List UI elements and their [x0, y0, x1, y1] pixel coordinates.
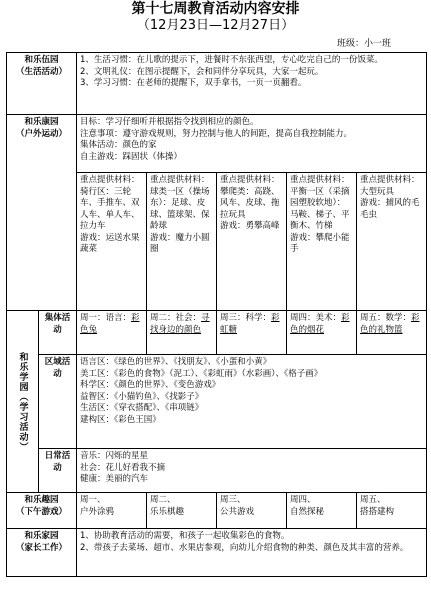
area-item: 建构区：《彩色王国》: [80, 414, 161, 425]
outdoor-goals-row: [7, 115, 427, 173]
afternoon-activity: 周四、 自然探秘: [287, 493, 357, 529]
area-item: 科学区：《颜色的世界》、《变色游戏》: [80, 380, 221, 390]
life-item: 2、文明礼仪：在图示提醒下，会和同伴分享玩具，大家一起玩。: [80, 66, 324, 77]
family-item: 2、带孩子去菜场、超市、水果店参观，向幼儿介绍食物的种类、颜色及其丰富的营养。: [80, 542, 409, 553]
afternoon-activity: 周二、 乐乐棋趣: [147, 493, 217, 529]
afternoon-activity: 周一、 户外涂鸦: [77, 493, 147, 529]
group-activity: 周五：数学：彩色的礼物篮: [357, 311, 427, 355]
life-row: [7, 53, 427, 115]
outdoor-goal: 注意事项：遵守游戏规则，努力控制与他人的间距，提高自我控制能力。: [80, 128, 353, 139]
outdoor-zone: 重点提供材料：平衡一区（采摘园塑胶软地）：马鞍、梯子、平衡木、竹梯 游戏：攀爬小能手: [287, 173, 357, 311]
outdoor-goal: 自主游戏：踩固状（体操）: [80, 151, 183, 162]
group-activity: 周二：社会：寻找身边的颜色: [147, 311, 217, 355]
learning-label: 和乐学园（学习活动）: [17, 351, 28, 452]
outdoor-goal: 目标：学习仔细听并根据指令找到相应的颜色。: [80, 117, 259, 127]
area-item: 美工区：《彩色的食物》（泥工）、《彩虹雨》（水彩画）、《格子画》: [80, 368, 323, 379]
outdoor-goal: 集体活动：颜色的家: [80, 140, 157, 150]
class-label: 班级: [336, 39, 355, 49]
outdoor-zone: 重点提供材料：大型玩具 游戏：捕风的毛毛虫: [357, 173, 427, 311]
group-activity: 周三：科学：彩虹糖: [217, 311, 287, 355]
daily-activities: [77, 449, 427, 493]
group-activity: 周一：语言：彩色兔: [77, 311, 147, 355]
area-item: 益智区：《小猫钓鱼》、《找影子》: [80, 391, 204, 402]
family-content: [77, 529, 427, 577]
outdoor-goals: [77, 115, 427, 173]
family-label: 和乐家园 （家长工作）: [7, 529, 77, 577]
document-title: 第十七周教育活动内容安排: [131, 1, 300, 17]
daily-item: 健康：美丽的汽车: [80, 474, 149, 484]
area-item: 生活区：《穿衣搭配》、《串项链》: [80, 403, 204, 413]
afternoon-activity: 周五、 搭搭建构: [357, 493, 427, 529]
outdoor-zone: 重点提供材料：球类一区（操场东）：足球、皮球、篮球架、保龄球 游戏：魔力小圆圈: [147, 173, 217, 311]
outdoor-label: 和乐康园 （户外运动）: [7, 115, 77, 311]
learning-group-row: [7, 311, 427, 355]
life-item: 1、生活习惯：在儿歌的提示下，进餐时不东张西望，专心吃完自己的一份饭菜。: [80, 55, 383, 65]
area-activities: [77, 355, 427, 449]
life-item: 3、学习习惯：在老师的提醒下，双手拿书，一页一页翻看。: [80, 78, 307, 88]
learning-label-cell: [7, 311, 39, 493]
group-activity-label: 集体活动: [39, 311, 77, 355]
outdoor-zone: 重点提供材料：骑行区：三轮车、手推车、双人车、单人车、拉力车 游戏：运送水果蔬菜: [77, 173, 147, 311]
family-row: [7, 529, 427, 577]
daily-item: 社会：花儿好看我不摘: [80, 462, 166, 473]
group-activity: 周四：美术：彩色的烟花: [287, 311, 357, 355]
afternoon-label: 和乐趣园 （下午游戏）: [7, 493, 77, 529]
afternoon-activity: 周三、 公共游戏: [217, 493, 287, 529]
learning-area-row: [7, 355, 427, 449]
outdoor-zone: 重点提供材料：攀爬类：高跷、风车、皮球、拖拉玩具 游戏：勇攀高峰: [217, 173, 287, 311]
daily-activity-label: 日常活动: [39, 449, 77, 493]
schedule-table: [6, 52, 427, 577]
area-item: 语言区：《绿色的世界》、《找朋友》、《小蛋和小黄》: [80, 357, 272, 367]
life-content: [77, 53, 427, 115]
class-line: [337, 38, 391, 50]
daily-item: 音乐：闪烁的星星: [80, 451, 149, 461]
afternoon-row: [7, 493, 427, 529]
learning-daily-row: [7, 449, 427, 493]
life-label: 和乐伍园 （生活活动）: [7, 53, 77, 115]
family-item: 1、协助教育活动的需要，和孩子一起收集彩色的食物。: [80, 531, 290, 541]
area-activity-label: 区域活动: [39, 355, 77, 449]
date-range: （12月23日—12月27日）: [136, 18, 295, 33]
class-name: ：小一班: [354, 39, 391, 49]
